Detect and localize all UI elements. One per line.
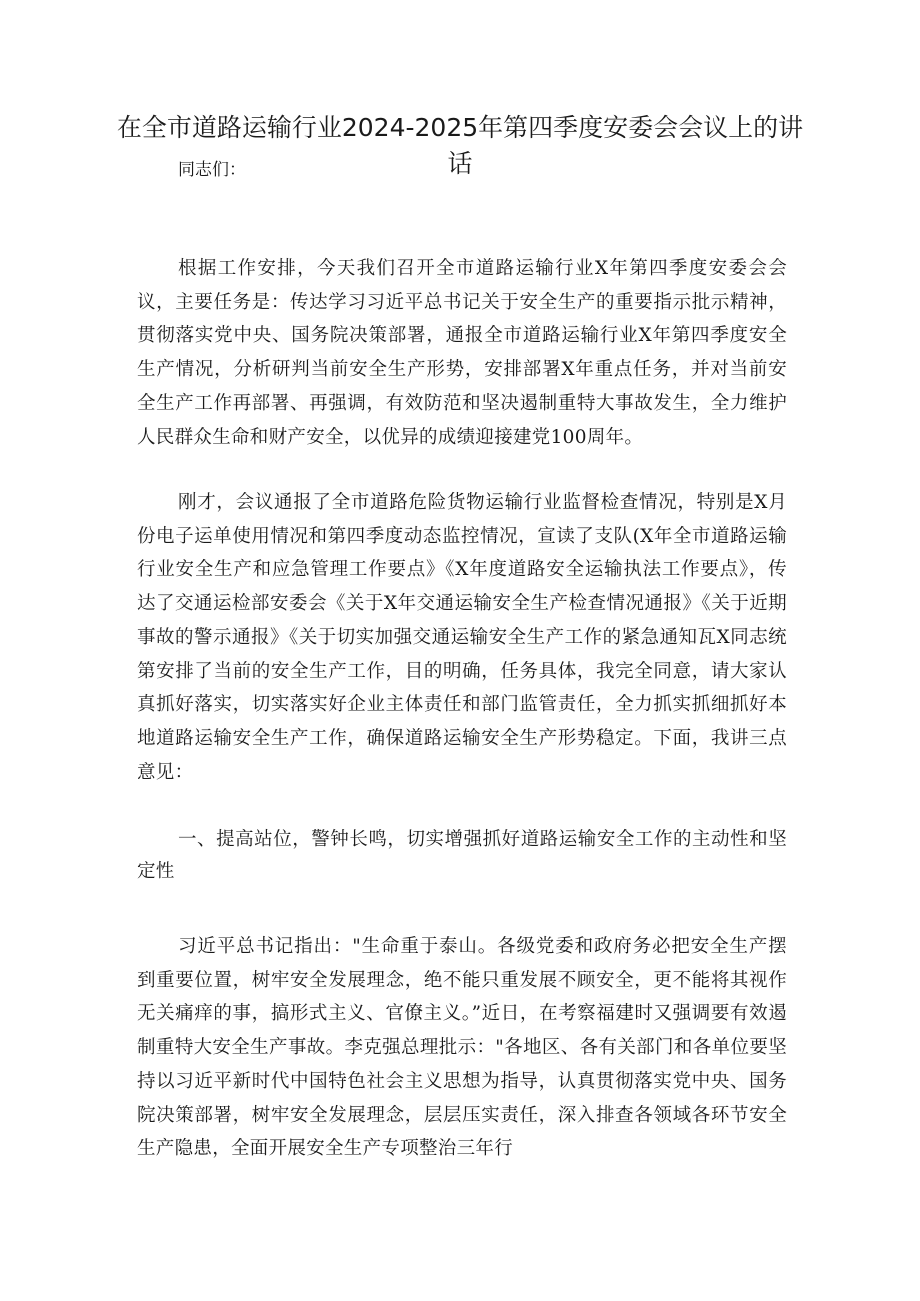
document-title: 在全市道路运输行业2024-2025年第四季度安委会会议上的讲话: [116, 113, 804, 178]
section-paragraph: 习近平总书记指出："生命重于泰山。各级党委和政府务必把安全生产摆到重要位置，树牢安全发展理念，绝不能只重发展不顾安全，更不能将其视作无关痛痒的事，搞形式主义、官僚主义。”近日，在考察福建时又强调要有效遏制重特大安全生产事故。李克强总理批示："各地区、各有关部门和各单位要坚持以习近平新时代中国特色社会主义思想为指导，认真贯彻落实党中央、国务院决策部署，树牢安全发展理念，层层压实责任，深入排查各领域各环节安全生产隐患，全面开展安全生产专项整治三年行: [137, 936, 787, 1160]
paragraph-meeting-summary: 刚才，会议通报了全市道路危险货物运输行业监督检查情况，特别是X月份电子运单使用情况和第四季度动态监控情况，宣读了支队(X年全市道路运输行业安全生产和应急管理工作要点》《X年度道路安全运输执法工作要点》，传达了交通运检部安委会《关于X年交通运输安全生产检查情况通报》《关于近期事故的警示通报》《关于切实加强交通运输安全生产工作的紧急通知瓦X同志统第安排了当前的安全生产工作，目的明确，任务具体，我完全同意，请大家认真抓好落实，切实落实好企业主体责任和部门监管责任，全力抓实抓细抓好本地道路运输安全生产工作，确保道路运输安全生产形势稳定。下面，我讲三点意见：: [137, 492, 787, 783]
paragraph-intro: 根据工作安排，今天我们召开全市道路运输行业X年第四季度安委会会议，主要任务是：传达学习习近平总书记关于安全生产的重要指示批示精神，贯彻落实党中央、国务院决策部署，通报全市道路运输行业X年第四季度安全生产情况，分析研判当前安全生产形势，安排部署X年重点任务，并对当前安全生产工作再部署、再强调，有效防范和坚决遏制重特大事故发生，全力维护人民群众生命和财产安全，以优异的成绩迎接建党100周年。: [137, 258, 787, 448]
section-heading: 一、提高站位，警钟长鸣，切实增强抓好道路运输安全工作的主动性和坚定性: [137, 829, 787, 882]
salutation: 同志们：: [178, 160, 246, 180]
